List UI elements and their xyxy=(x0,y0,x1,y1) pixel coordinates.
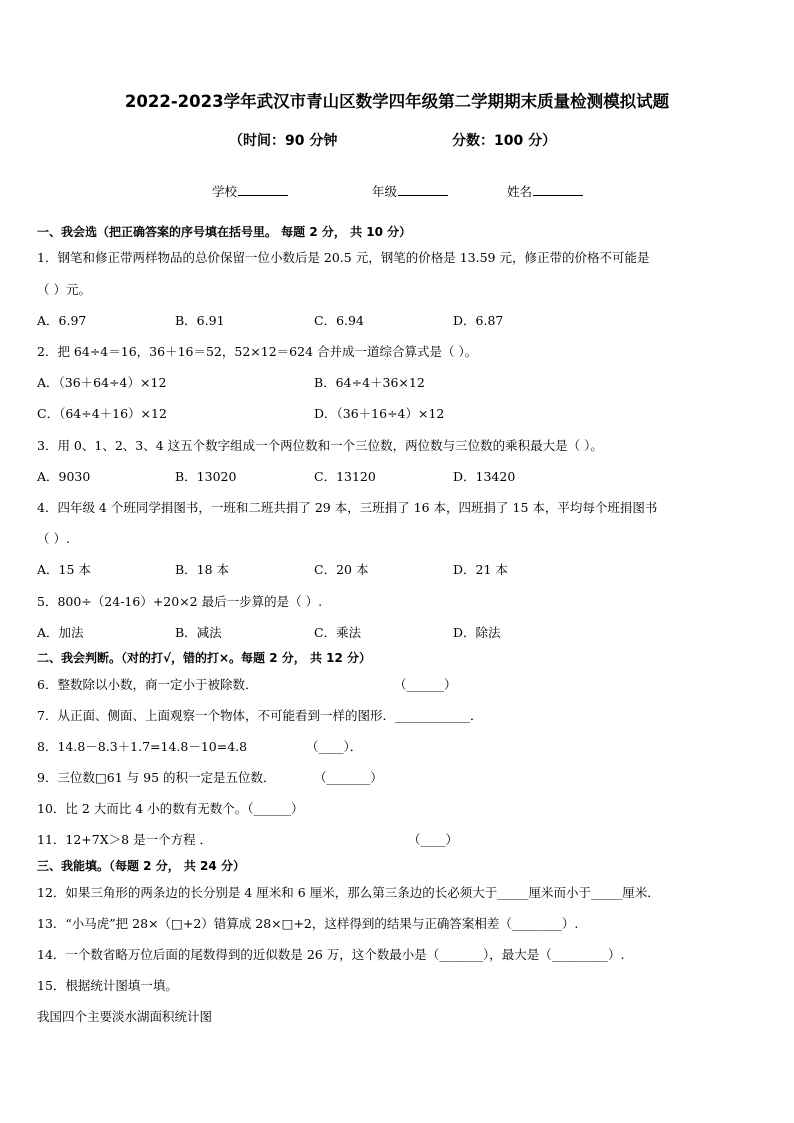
school-label: 学校 xyxy=(212,184,238,199)
question-1-blank: （ ）元。 xyxy=(37,282,91,297)
question-1-text: 1．钢笔和修正带两样物品的总价保留一位小数后是 20.5 元，钢笔的价格是 13.59 元，修正带的价格不可能是 xyxy=(37,250,650,265)
chart-caption: 我国四个主要淡水湖面积统计图 xyxy=(37,1009,213,1024)
q5-option-c[interactable]: C．乘法 xyxy=(314,625,362,640)
question-9-answer-blank[interactable]: （_______） xyxy=(314,770,383,785)
grade-label: 年级 xyxy=(372,184,398,199)
question-4-blank: （ ）. xyxy=(37,531,70,546)
q4-option-a[interactable]: A．15 本 xyxy=(37,562,91,577)
section-heading-judge: 二、我会判断。（对的打√，错的打×。每题 2 分， 共 12 分） xyxy=(37,651,371,665)
question-5-text: 5．800÷（24-16）+20×2 最后一步算的是（ ）. xyxy=(37,594,323,609)
question-15-text: 15．根据统计图填一填。 xyxy=(37,978,178,993)
name-field xyxy=(507,182,583,200)
q3-option-a[interactable]: A．9030 xyxy=(37,469,91,484)
question-11-text: 11．12+7X＞8 是一个方程 ． xyxy=(37,832,213,847)
question-6-text: 6．整数除以小数，商一定小于被除数． xyxy=(37,677,258,692)
section-heading-choice: 一、我会选（把正确答案的序号填在括号里。 每题 2 分， 共 10 分） xyxy=(37,225,412,239)
name-blank[interactable] xyxy=(533,182,583,196)
question-3-text: 3．用 0、1、2、3、4 这五个数字组成一个两位数和一个三位数，两位数与三位数的乘积最大是（ ）。 xyxy=(37,438,603,453)
score-info: 分数：100 分） xyxy=(452,133,557,149)
q1-option-d[interactable]: D．6.87 xyxy=(453,313,504,328)
q2-option-c[interactable]: C．（64÷4＋16）×12 xyxy=(37,406,167,421)
q3-option-b[interactable]: B．13020 xyxy=(175,469,237,484)
q4-option-c[interactable]: C．20 本 xyxy=(314,562,369,577)
q5-option-b[interactable]: B．减法 xyxy=(175,625,222,640)
section-heading-fill: 三、我能填。（每题 2 分， 共 24 分） xyxy=(37,859,245,873)
time-info: （时间：90 分钟 xyxy=(229,133,338,149)
q1-option-b[interactable]: B．6.91 xyxy=(175,313,225,328)
q4-option-d[interactable]: D．21 本 xyxy=(453,562,508,577)
question-14-text: 14．一个数省略万位后面的尾数得到的近似数是 26 万，这个数最小是（_______），最大是（_________）. xyxy=(37,947,625,962)
question-8-text: 8．14.8－8.3＋1.7=14.8－10=4.8 xyxy=(37,739,248,754)
question-11-answer-blank[interactable]: （____） xyxy=(408,832,459,847)
question-10-text: 10．比 2 大而比 4 小的数有无数个。（______） xyxy=(37,801,304,816)
q2-option-a[interactable]: A．（36＋64÷4）×12 xyxy=(37,375,167,390)
q5-option-a[interactable]: A．加法 xyxy=(37,625,84,640)
q2-option-b[interactable]: B．64÷4＋36×12 xyxy=(314,375,425,390)
school-blank[interactable] xyxy=(238,182,288,196)
question-9-text: 9．三位数□61 与 95 的积一定是五位数． xyxy=(37,770,276,785)
grade-blank[interactable] xyxy=(398,182,448,196)
question-13-text: 13．“小马虎”把 28×（□+2）错算成 28×□+2，这样得到的结果与正确答案相差（________）. xyxy=(37,916,579,931)
q3-option-c[interactable]: C．13120 xyxy=(314,469,376,484)
q3-option-d[interactable]: D．13420 xyxy=(453,469,516,484)
name-label: 姓名 xyxy=(507,184,533,199)
question-12-text: 12．如果三角形的两条边的长分别是 4 厘米和 6 厘米，那么第三条边的长必须大于_____厘米而小于_____厘米． xyxy=(37,885,660,900)
question-7-text: 7．从正面、侧面、上面观察一个物体，不可能看到一样的图形．____________． xyxy=(37,708,483,723)
question-8-answer-blank[interactable]: （____）． xyxy=(306,739,363,754)
grade-field xyxy=(372,182,448,200)
q1-option-c[interactable]: C．6.94 xyxy=(314,313,364,328)
q5-option-d[interactable]: D．除法 xyxy=(453,625,501,640)
q2-option-d[interactable]: D．（36＋16÷4）×12 xyxy=(314,406,445,421)
q1-option-a[interactable]: A．6.97 xyxy=(37,313,87,328)
question-4-text: 4．四年级 4 个班同学捐图书，一班和二班共捐了 29 本，三班捐了 16 本，四班捐了 15 本，平均每个班捐图书 xyxy=(37,500,658,515)
q4-option-b[interactable]: B．18 本 xyxy=(175,562,230,577)
question-2-text: 2．把 64÷4＝16，36＋16＝52，52×12＝624 合并成一道综合算式是（ ）。 xyxy=(37,344,478,359)
page-title: 2022-2023学年武汉市青山区数学四年级第二学期期末质量检测模拟试题 xyxy=(124,92,670,111)
question-6-answer-blank[interactable]: （______） xyxy=(394,677,457,692)
school-field xyxy=(212,182,288,200)
